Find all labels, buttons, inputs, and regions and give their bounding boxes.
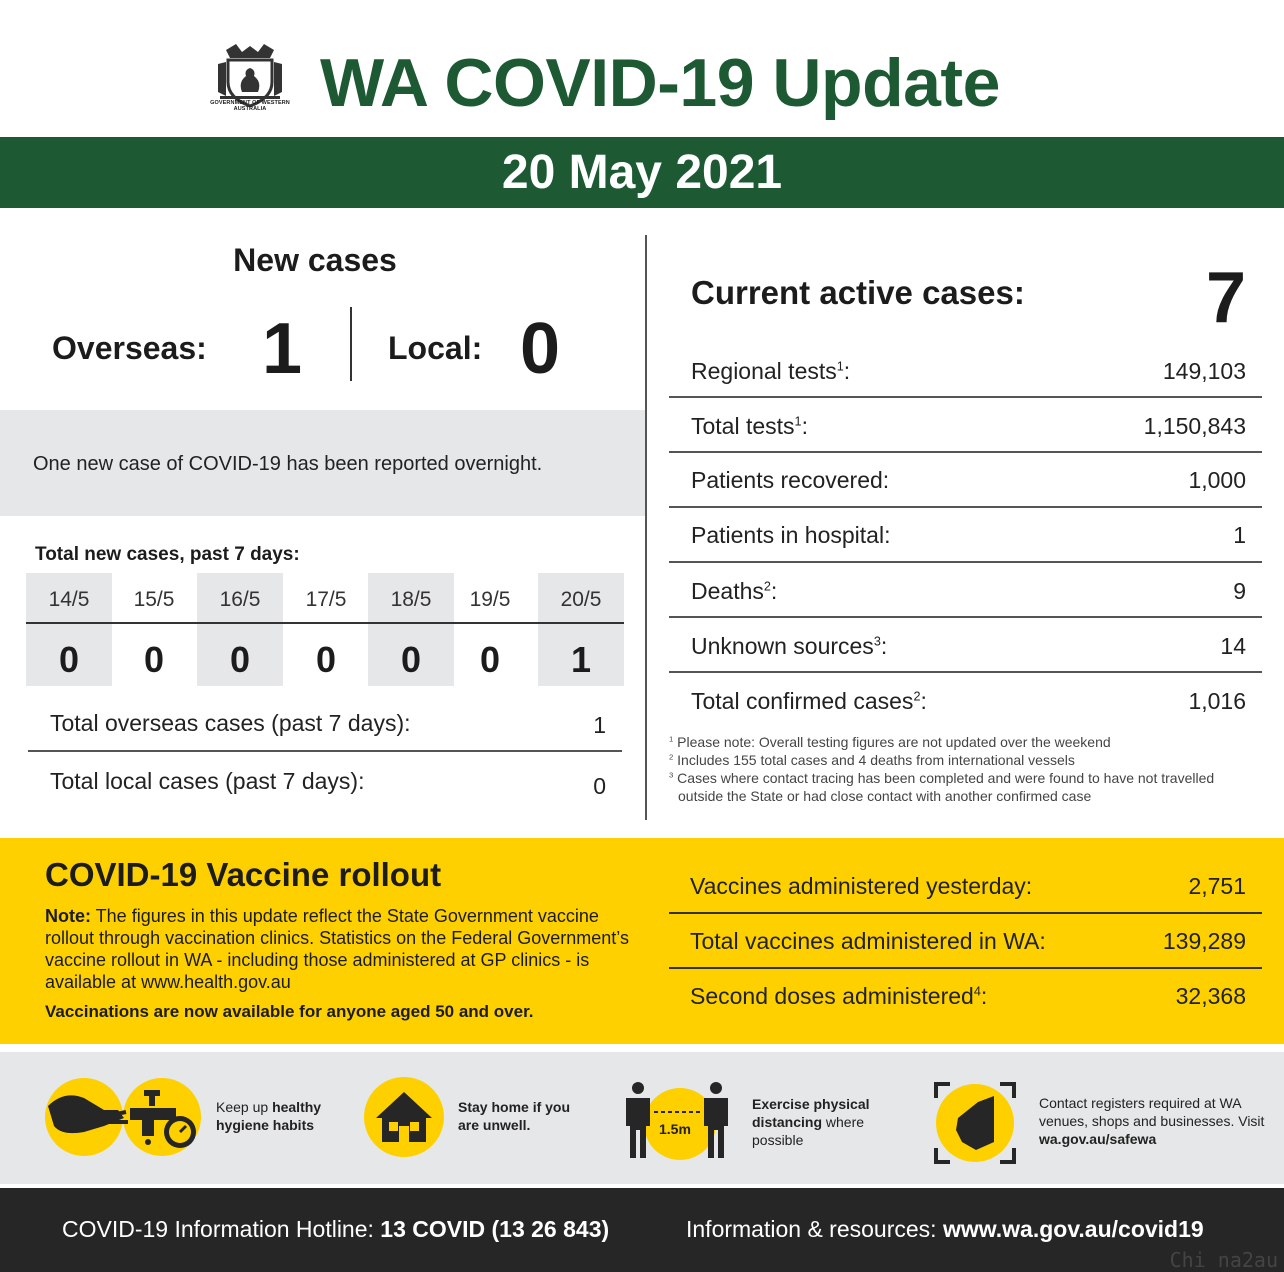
day-date: 19/5 — [469, 588, 511, 611]
active-cases-heading: Current active cases: — [691, 274, 1025, 311]
hygiene-icon — [44, 1076, 206, 1158]
stat-label: Regional tests$^1$: — [691, 358, 851, 384]
day-count: 0 — [400, 639, 422, 680]
day-count: 0 — [479, 639, 501, 680]
vaccine-stat-value: 2,751 — [1188, 873, 1246, 899]
day-date: 18/5 — [390, 588, 432, 611]
row-divider — [669, 616, 1262, 618]
vaccine-stat-value: 139,289 — [1162, 928, 1246, 954]
overseas-count: 1 — [262, 309, 303, 389]
stat-value: 14 — [1220, 633, 1246, 659]
days-divider — [26, 622, 624, 624]
stat-label: Deaths$^2$: — [691, 578, 778, 604]
contact-register-qr-icon — [932, 1080, 1018, 1166]
day-column — [447, 573, 533, 686]
day-date: 14/5 — [48, 588, 90, 611]
footnote: $^1$ Please note: Overall testing figures are not updated over the weekend — [669, 734, 1111, 750]
stat-value: 1,150,843 — [1143, 413, 1246, 439]
info-resources: Information & resources: www.wa.gov.au/covid19 — [686, 1216, 1204, 1242]
day-column — [197, 573, 283, 686]
row-divider — [669, 912, 1262, 914]
new-cases-summary: One new case of COVID-19 has been reported overnight. — [33, 453, 543, 475]
stat-label: Patients in hospital: — [691, 522, 891, 548]
row-divider — [28, 750, 622, 752]
day-date: 17/5 — [305, 588, 347, 611]
day-count: 0 — [58, 639, 80, 680]
row-divider — [669, 561, 1262, 563]
crest-caption: GOVERNMENT OF WESTERN AUSTRALIA — [210, 100, 290, 112]
stay-home-icon — [362, 1076, 446, 1158]
stat-value: 1 — [1233, 522, 1246, 548]
overseas-7day-label: Total overseas cases (past 7 days): — [50, 710, 411, 736]
hygiene-tip: Keep up healthy hygiene habits — [216, 1099, 322, 1133]
row-divider — [669, 967, 1262, 969]
day-date: 15/5 — [133, 588, 175, 611]
day-column — [26, 573, 112, 686]
hotline: COVID-19 Information Hotline: 13 COVID (13 26 843) — [62, 1216, 610, 1242]
local-7day-label: Total local cases (past 7 days): — [50, 768, 365, 794]
stat-label: Unknown sources$^3$: — [691, 633, 888, 659]
watermark: Chi na2au — [1169, 1248, 1278, 1272]
physical-distancing-tip: Exercise physical distancing where possible — [752, 1096, 870, 1148]
update-date: 20 May 2021 — [0, 137, 1284, 208]
stat-label: Total tests$^1$: — [691, 413, 808, 439]
vaccine-stat-label: Vaccines administered yesterday: — [690, 873, 1033, 899]
stat-label: Patients recovered: — [691, 467, 890, 493]
column-divider — [645, 235, 647, 820]
stay-home-tip: Stay home if you are unwell. — [458, 1099, 571, 1133]
row-divider — [669, 451, 1262, 453]
vaccine-availability: Vaccinations are now available for anyone aged 50 and over. — [45, 1002, 534, 1021]
overseas-label: Overseas: — [52, 330, 207, 366]
row-divider — [669, 671, 1262, 673]
local-label: Local: — [388, 330, 483, 366]
info-link[interactable]: www.wa.gov.au/covid19 — [942, 1216, 1204, 1242]
overseas-7day-value: 1 — [593, 712, 606, 738]
day-column — [538, 573, 624, 686]
new-cases-heading: New cases — [233, 242, 397, 278]
vaccine-heading: COVID-19 Vaccine rollout — [45, 856, 442, 893]
page-title: WA COVID-19 Update — [320, 45, 1000, 121]
local-count: 0 — [520, 309, 561, 389]
footnote: outside the State or had close contact with another confirmed case — [678, 788, 1092, 804]
day-count: 1 — [570, 639, 592, 680]
vaccine-stat-label: Total vaccines administered in WA: — [690, 928, 1046, 954]
past-7-days-heading: Total new cases, past 7 days: — [35, 544, 300, 565]
row-divider — [669, 506, 1262, 508]
vaccine-stat-label: Second doses administered$^4$: — [690, 983, 988, 1009]
vaccine-stat-value: 32,368 — [1175, 983, 1246, 1009]
day-date: 16/5 — [219, 588, 261, 611]
day-date: 20/5 — [560, 588, 602, 611]
stat-value: 149,103 — [1162, 358, 1246, 384]
active-cases-count: 7 — [1205, 258, 1246, 338]
day-count: 0 — [229, 639, 251, 680]
distance-sign: 1.5m — [659, 1121, 691, 1137]
stat-value: 1,000 — [1188, 467, 1246, 493]
footer-bar — [0, 1188, 1284, 1272]
local-7day-value: 0 — [593, 773, 606, 799]
contact-register-tip: Contact registers required at WA venues, shops and businesses. Visit wa.gov.au/safewa — [1039, 1095, 1265, 1147]
stat-value: 9 — [1233, 578, 1246, 604]
stat-value: 1,016 — [1188, 688, 1246, 714]
day-count: 0 — [315, 639, 337, 680]
day-column — [368, 573, 454, 686]
footnote: $^3$ Cases where contact tracing has been completed and were found to have not travelled — [669, 770, 1215, 786]
row-divider — [669, 396, 1262, 398]
stat-label: Total confirmed cases$^2$: — [691, 688, 927, 714]
day-column — [283, 573, 369, 686]
vaccine-note: Note: The figures in this update reflect the State Government vaccine rollout through vaccination clinics. Statistics on the Federal Government’s vaccine rollout in WA - including those administered at GP clinics - is available at www.health.gov.au — [45, 906, 629, 992]
footnote: $^2$ Includes 155 total cases and 4 deaths from international vessels — [669, 752, 1075, 768]
new-cases-divider — [350, 307, 352, 381]
day-column — [111, 573, 197, 686]
day-count: 0 — [143, 639, 165, 680]
